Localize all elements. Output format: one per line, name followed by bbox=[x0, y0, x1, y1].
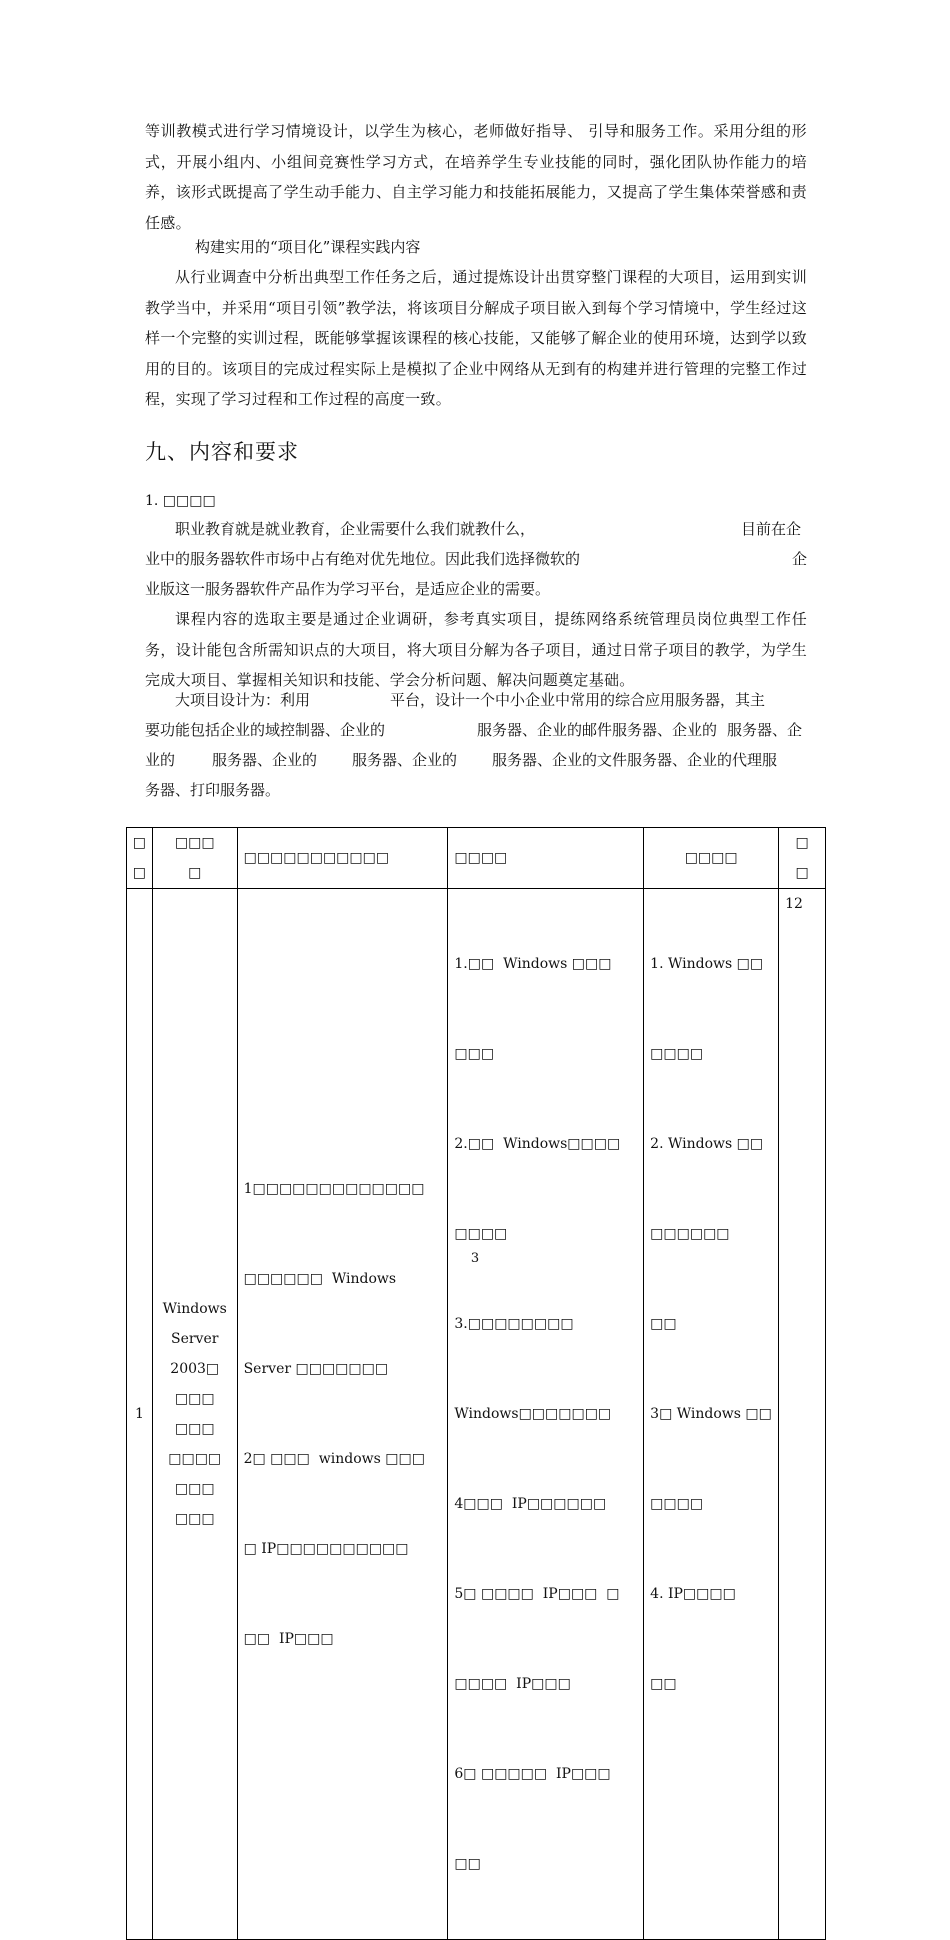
task-line: □□□□ bbox=[454, 1226, 508, 1242]
knowledge-line: □□□□□□ bbox=[650, 1226, 730, 1242]
bigproject-line-2b: 服务器、企业的邮件服务器、企业的 bbox=[477, 721, 718, 739]
header-cell-task: □□□□ bbox=[448, 828, 644, 889]
bigproject-line-1a: 大项目设计为：利用 bbox=[175, 691, 311, 709]
header-no-line-2: □ bbox=[132, 865, 147, 881]
goal-line: □□□□□□ Windows bbox=[243, 1271, 397, 1287]
knowledge-line: 1. Windows □□ bbox=[650, 956, 764, 972]
task-line: 5□ □□□□ IP□□□ □ bbox=[454, 1586, 620, 1602]
career-line-3: 业版这一服务器软件产品作为学习平台，是适应企业的需要。 bbox=[145, 580, 551, 598]
table-header-row bbox=[127, 828, 826, 889]
knowledge-line: 2. Windows □□ bbox=[650, 1136, 764, 1152]
header-cell-goal: □□□□□□□□□□□ bbox=[237, 828, 448, 889]
knowledge-line: 4. IP□□□□ bbox=[650, 1586, 736, 1602]
row-hours: 12 bbox=[779, 889, 826, 1940]
row-project-name bbox=[152, 889, 237, 1940]
task-line: 3.□□□□□□□□ bbox=[454, 1316, 574, 1332]
name-line: □□□ bbox=[174, 1391, 215, 1407]
header-name-line-1: □□□ bbox=[174, 835, 215, 851]
header-cell-name bbox=[152, 828, 237, 889]
goal-line: 2□ □□□ windows □□□ bbox=[243, 1451, 425, 1467]
header-name-line-2: □ bbox=[188, 865, 202, 881]
task-line: 6□ □□□□□ IP□□□ bbox=[454, 1766, 611, 1782]
goal-line: 1□□□□□□□□□□□□□ bbox=[243, 1181, 425, 1197]
name-line: 2003□ bbox=[170, 1361, 220, 1377]
bigproject-line-2c: 服务器、企 bbox=[727, 721, 803, 739]
course-content-table bbox=[126, 827, 826, 1940]
task-line: Windows□□□□□□□ bbox=[454, 1406, 612, 1422]
name-line: □□□ bbox=[174, 1481, 215, 1497]
goal-line: □ IP□□□□□□□□□□ bbox=[243, 1541, 409, 1557]
header-cell-hours bbox=[779, 828, 826, 889]
section-title: 九、内容和要求 bbox=[145, 440, 299, 464]
header-cell-no bbox=[127, 828, 153, 889]
task-line: □□ bbox=[454, 1856, 481, 1872]
bigproject-line-1b: 平台，设计一个中小企业中常用的综合应用服务器，其主 bbox=[390, 691, 766, 709]
name-line: □□□ bbox=[174, 1421, 215, 1437]
name-line: □□□□ bbox=[168, 1451, 222, 1467]
bigproject-line-3d: 服务器、企业的文件服务器、企业的代理服 bbox=[492, 751, 778, 769]
career-line-1b: 目前在企 bbox=[741, 520, 802, 538]
knowledge-line: □□ bbox=[650, 1316, 677, 1332]
header-hours-line-2: □ bbox=[795, 865, 809, 881]
paragraph-project-based: 从行业调查中分析出典型工作任务之后，通过提炼设计出贯穿整门课程的大项目，运用到实训教学当中，并采用“项目引领”教学法，将该项目分解成子项目嵌入到每个学习情境中，学生经过这样一个完整的实训过程，既能够掌握该课程的核心技能，又能够了解企业的使用环境，达到学以致用的目的。该项目的完成过程实际上是模拟了企业中网络从无到有的构建并进行管理的完整工作过程，实现了学习过程和工作过程的高度一致。 bbox=[145, 268, 807, 408]
task-line: 4□□□ IP□□□□□□ bbox=[454, 1496, 607, 1512]
header-no-line-1: □ bbox=[132, 835, 147, 851]
row-tasks bbox=[448, 889, 644, 1940]
goal-line: □□ IP□□□ bbox=[243, 1631, 334, 1647]
page-number: 3 bbox=[470, 1251, 480, 1266]
name-line: Windows bbox=[162, 1301, 227, 1317]
knowledge-line: 3□ Windows □□ bbox=[650, 1406, 772, 1422]
career-line-2b: 企 bbox=[792, 550, 808, 568]
career-line-2a: 业中的服务器软件市场中占有绝对优先地位。因此我们选择微软的 bbox=[145, 550, 581, 568]
subheading-project-content: 构建实用的“项目化”课程实践内容 bbox=[195, 238, 421, 256]
row-number: 1 bbox=[127, 889, 153, 1940]
header-cell-knowledge: □□□□ bbox=[644, 828, 779, 889]
bigproject-line-4: 务器、打印服务器。 bbox=[145, 781, 281, 799]
paragraph-learning-situation: 等训教模式进行学习情境设计，以学生为核心，老师做好指导、 引导和服务工作。采用分组的形式，开展小组内、小组间竞赛性学习方式，在培养学生专业技能的同时，强化团队协作能力的培养，该形式既提高了学生动手能力、自主学习能力和技能拓展能力，又提高了学生集体荣誉感和责任感。 bbox=[145, 122, 807, 232]
goal-line: Server □□□□□□□ bbox=[243, 1361, 389, 1377]
knowledge-line: □□ bbox=[650, 1676, 677, 1692]
task-line: □□□□ IP□□□ bbox=[454, 1676, 571, 1692]
bigproject-line-3b: 服务器、企业的 bbox=[212, 751, 318, 769]
knowledge-line: □□□□ bbox=[650, 1046, 704, 1062]
knowledge-line: □□□□ bbox=[650, 1496, 704, 1512]
header-hours-line-1: □ bbox=[795, 835, 809, 851]
task-line: 1.□□ Windows □□□ bbox=[454, 956, 612, 972]
item-1-heading: 1. □□□□ bbox=[145, 493, 216, 509]
task-line: 2.□□ Windows□□□□ bbox=[454, 1136, 621, 1152]
bigproject-line-2a: 要功能包括企业的域控制器、企业的 bbox=[145, 721, 386, 739]
bigproject-line-3c: 服务器、企业的 bbox=[352, 751, 458, 769]
name-line: Server bbox=[170, 1331, 219, 1347]
career-line-1a: 职业教育就是就业教育，企业需要什么我们就教什么， bbox=[175, 520, 536, 538]
bigproject-line-3a: 业的 bbox=[145, 751, 176, 769]
task-line: □□□ bbox=[454, 1046, 495, 1062]
table-row bbox=[127, 889, 826, 1940]
name-line: □□□ bbox=[174, 1511, 215, 1527]
row-goals bbox=[237, 889, 448, 1940]
paragraph-course-content: 课程内容的选取主要是通过企业调研，参考真实项目，提练网络系统管理员岗位典型工作任务，设计能包含所需知识点的大项目，将大项目分解为各子项目，通过日常子项目的教学，为学生完成大项目、掌握相关知识和技能、学会分析问题、解决问题奠定基础。 bbox=[145, 610, 807, 689]
row-knowledge bbox=[644, 889, 779, 1940]
